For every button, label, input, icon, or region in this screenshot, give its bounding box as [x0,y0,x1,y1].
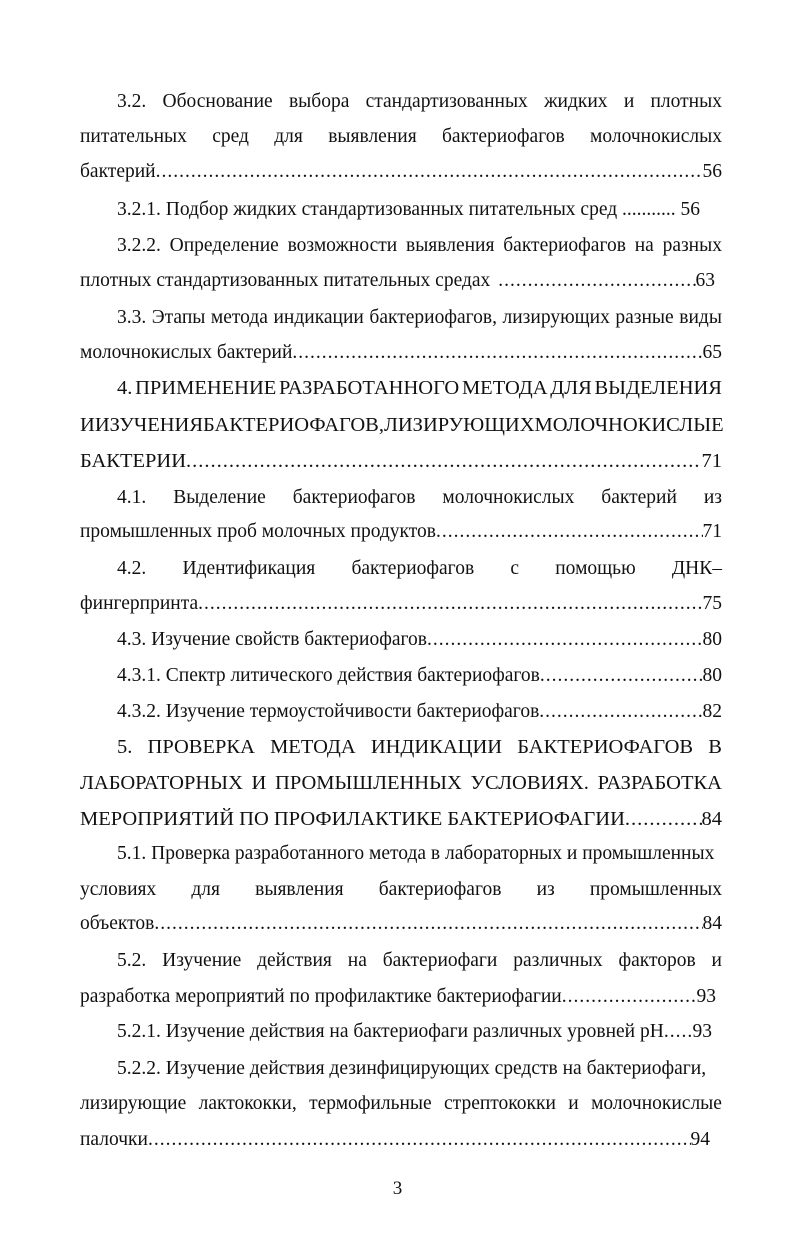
dot-leader [154,911,702,937]
toc-entry-4-3 [117,627,722,653]
page-number: 3 [392,1178,403,1199]
toc-word: разные [615,307,674,328]
toc-word: РАЗРАБОТАННОГО [279,377,460,399]
toc-word: бактериофагов [442,126,565,147]
toc-entry-3-2-2-line-1 [117,233,722,259]
toc-entry-text: 5.2.2. Изучение действия дезинфицирующих средств на бактериофаги, [117,1058,707,1079]
toc-word: питательных [80,126,187,147]
toc-page-number: 56 [702,161,722,182]
toc-page-number: 84 [701,808,722,830]
toc-word: ПРОМЫШЛЕННЫХ [275,772,462,794]
toc-word: И [251,772,267,794]
toc-word: бактериофагов [292,487,416,508]
toc-word: жидких [544,91,608,112]
toc-entry-3-2-1: 3.2.1. Подбор жидких стандартизованных питательных сред ........... 56 [117,199,701,220]
dot-leader [292,340,702,366]
toc-page-number: 71 [702,521,722,542]
toc-word: бактерий [601,487,677,508]
toc-word: с [510,558,520,579]
dot-leader [156,159,703,185]
toc-word: молочнокислых [590,126,722,147]
toc-word: ДНК– [671,558,722,579]
toc-word: 5.2. [117,950,147,971]
toc-entry-4-3-1 [117,663,722,689]
toc-chapter-5-line-2 [80,770,722,796]
toc-word: действия [257,950,332,971]
toc-word: ВЫДЕЛЕНИЯ [594,377,722,399]
toc-word: молочнокислых [442,487,575,508]
toc-word: на [347,950,367,971]
toc-word: и [711,950,722,971]
toc-word: лактококки, [198,1093,297,1114]
dot-leader [198,591,702,617]
toc-word: для [274,126,303,147]
toc-word: бактериофагов [503,235,626,256]
toc-entry-5-1-line-1 [117,841,722,867]
toc-entry-text: МЕРОПРИЯТИЙ ПО ПРОФИЛАКТИКЕ БАКТЕРИОФАГИИ [80,808,625,830]
toc-word: ИЗУЧЕНИЯ [94,414,204,436]
dot-leader [664,1019,693,1045]
dot-leader [148,1127,691,1153]
toc-entry-text: плотных стандартизованных питательных средах [80,270,491,291]
toc-word: из [536,879,555,900]
toc-word: бактериофагов, [369,307,497,328]
toc-word: из [703,487,722,508]
toc-page-number: 80 [702,629,722,650]
dot-leader [436,519,703,545]
toc-entry-text: 5.1. Проверка разработанного метода в лабораторных и промышленных [117,843,715,864]
toc-entry-5-2-2-line-1 [117,1056,722,1082]
toc-entry-text: палочки [80,1129,148,1150]
toc-chapter-4-line-3 [80,448,722,474]
toc-entry-4-3-2 [117,699,722,725]
dot-leader [625,806,702,832]
toc-page-number: 56 [680,199,701,220]
toc-word: виды [679,307,722,328]
toc-chapter-5-line-1 [117,734,722,760]
toc-entry-text: 4.3.2. Изучение термоустойчивости бактериофагов [117,701,540,722]
toc-word: Идентификация [182,558,316,579]
toc-entry-3-2-2-line-2 [80,268,715,294]
toc-word: стандартизованных [365,91,528,112]
toc-entry-text: промышленных проб молочных продуктов [80,521,436,542]
toc-word: БАКТЕРИОФАГОВ, [203,414,384,436]
toc-page-number: 75 [702,593,722,614]
toc-entry-text: 4.3. Изучение свойств бактериофагов [117,629,427,650]
dot-leader [186,448,701,474]
toc-word: МЕТОДА [270,736,356,758]
toc-page-number: 93 [696,986,716,1007]
toc-entry-3-3-line-1 [117,305,722,331]
toc-entry-text: БАКТЕРИИ [80,450,187,472]
toc-entry-5-1-line-2 [80,877,722,903]
toc-entry-text: 3.2.1. Подбор жидких стандартизованных питательных сред [117,199,618,220]
toc-word: 3.3. [117,307,147,328]
toc-entry-text: разработка мероприятий по профилактике бактериофагии [80,986,562,1007]
toc-entry-5-2-1 [117,1019,712,1045]
toc-entry-4-2-line-2 [80,591,722,617]
toc-word: индикации [273,307,364,328]
toc-word: условиях [80,879,157,900]
toc-word: ИНДИКАЦИИ [370,736,503,758]
toc-entry-text: молочнокислых бактерий [80,342,293,363]
toc-word: ДЛЯ [550,377,592,399]
toc-word: возможности [287,235,398,256]
toc-word: плотных [650,91,722,112]
toc-word: МЕТОДА [461,377,548,399]
toc-entry-4-2-line-1 [117,556,722,582]
toc-page-number: 80 [702,665,722,686]
toc-entry-3-2-line-1 [117,89,722,115]
toc-word: ЛАБОРАТОРНЫХ [80,772,243,794]
toc-word: 4.2. [117,558,147,579]
toc-word: БАКТЕРИОФАГОВ [517,736,694,758]
toc-word: факторов [618,950,696,971]
toc-word: выявления [255,879,344,900]
dot-leader [498,268,695,294]
toc-entry-text: 4.3.1. Спектр литического действия бактериофагов [117,665,540,686]
toc-word: помощью [555,558,636,579]
toc-chapter-4-line-1 [117,375,722,401]
toc-entry-5-2-2-line-3 [80,1127,710,1153]
toc-entry-5-2-line-2 [80,984,716,1010]
toc-word: ПРОВЕРКА [147,736,255,758]
toc-word: метода [210,307,268,328]
toc-word: 4.1. [117,487,147,508]
toc-word: 3.2.2. [117,235,161,256]
toc-word: разных [662,235,722,256]
toc-word: Обоснование [162,91,273,112]
toc-entry-4-1-line-2 [80,519,722,545]
dot-leader [562,984,697,1010]
toc-word: различных [513,950,603,971]
toc-word: Изучение [162,950,242,971]
toc-entry-4-1-line-1 [117,485,722,511]
toc-entry-text: фингерпринта [80,593,199,614]
toc-word: выявления [406,235,495,256]
toc-entry-3-2-line-3 [80,159,722,185]
toc-word: сред [212,126,249,147]
toc-word: бактериофаги [382,950,498,971]
toc-word: Выделение [173,487,266,508]
toc-word: стрептококки [444,1093,556,1114]
toc-word: лизирующих [502,307,610,328]
toc-word: молочнокислые [591,1093,722,1114]
toc-entry-text: 5.2.1. Изучение действия на бактериофаги различных уровней рН [117,1021,664,1042]
toc-word: бактериофагов [378,879,502,900]
toc-word: промышленных [589,879,722,900]
toc-page-number: 84 [702,913,722,934]
toc-word: бактериофагов [351,558,475,579]
toc-word: и [568,1093,579,1114]
toc-word: для [191,879,221,900]
toc-word: термофильные [309,1093,432,1114]
toc-word: лизирующие [80,1093,187,1114]
dot-leader [540,663,703,689]
toc-word: ЛИЗИРУЮЩИХ [383,414,535,436]
toc-entry-3-2-line-2 [80,124,722,150]
toc-word: ПРИМЕНЕНИЕ [135,377,277,399]
toc-entry-5-2-2-line-2 [80,1091,722,1117]
toc-word: 5. [117,736,133,758]
toc-word: Определение [169,235,279,256]
toc-word: 4. [117,377,133,399]
toc-page-number: 71 [701,450,722,472]
toc-word: Этапы [151,307,206,328]
toc-word: В [708,736,722,758]
toc-entry-5-2-line-1 [117,948,722,974]
toc-word: на [634,235,654,256]
toc-word: выявления [328,126,417,147]
toc-page-number: 93 [692,1021,712,1042]
toc-word: РАЗРАБОТКА [597,772,722,794]
toc-chapter-5-line-3 [80,806,722,832]
toc-word: и [623,91,635,112]
dot-leader [539,699,702,725]
toc-entry-3-3-line-2 [80,340,722,366]
toc-word: И [80,414,95,436]
toc-word: МОЛОЧНОКИСЛЫЕ [534,414,724,436]
dot-leader [427,627,703,653]
toc-page-number: 82 [702,701,722,722]
toc-chapter-4-line-2 [80,412,722,438]
toc-word: 3.2. [117,91,147,112]
toc-word: УСЛОВИЯХ. [470,772,589,794]
toc-word: выбора [288,91,350,112]
toc-page-number: 63 [695,270,715,291]
toc-page-number: 65 [702,342,722,363]
toc-page-number: 94 [690,1129,710,1150]
toc-entry-text: объектов [80,913,155,934]
toc-entry-5-1-line-3 [80,911,722,937]
toc-entry-text: бактерий [80,161,156,182]
